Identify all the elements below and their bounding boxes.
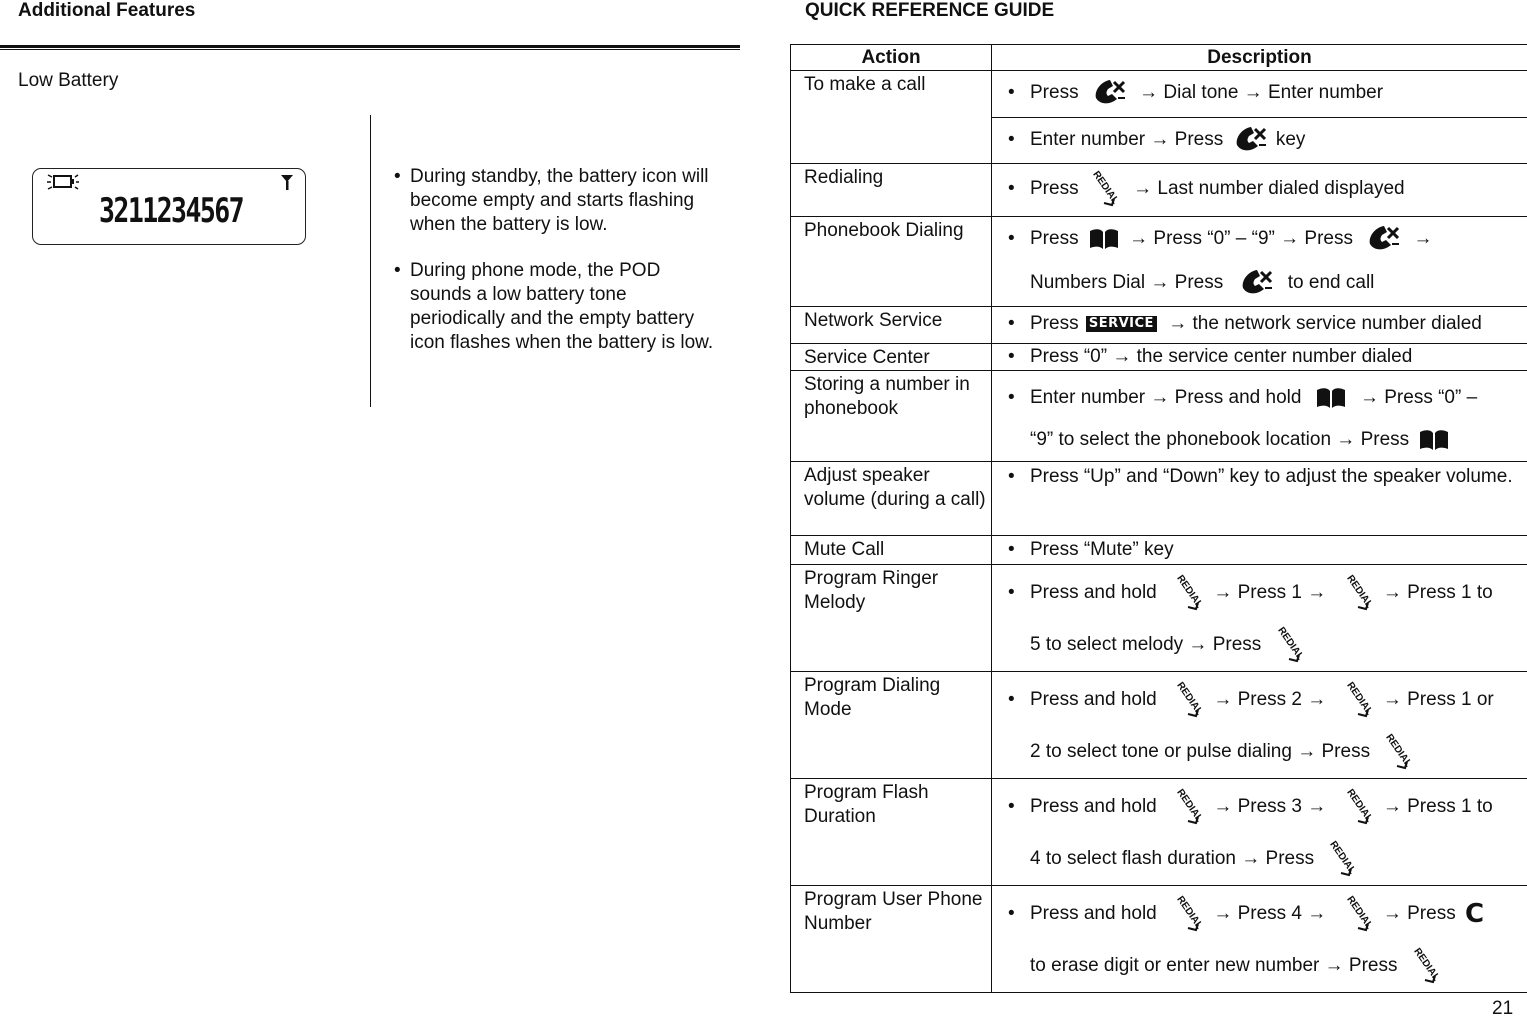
- description-cell: [992, 71, 1527, 118]
- phone-icon: [1239, 268, 1273, 298]
- table-row: [791, 672, 1527, 779]
- description-text: Press: [1030, 82, 1079, 103]
- action-cell: Adjust speaker volume (during a call): [791, 462, 992, 536]
- table-header-row: [791, 45, 1527, 71]
- divider: [0, 49, 740, 50]
- description-text: → Last number dialed displayed: [1133, 178, 1404, 199]
- action-cell: Program Flash Duration: [791, 779, 992, 886]
- description-cell: [992, 344, 1527, 371]
- lcd-display-illustration: [32, 168, 306, 245]
- description-cell: [992, 164, 1527, 217]
- action-cell: Program Ringer Melody: [791, 565, 992, 672]
- redial-icon: [1275, 625, 1303, 665]
- description-text: → Press 2 →: [1213, 689, 1326, 710]
- action-cell: Redialing: [791, 164, 992, 217]
- description-text: Press and hold: [1030, 903, 1157, 924]
- description-text: → Press “0” – “9” → Press: [1129, 228, 1353, 249]
- signal-antenna-icon: [279, 173, 295, 191]
- table-row: [791, 371, 1527, 462]
- description-text: → Press 1 →: [1213, 582, 1326, 603]
- description-text: Enter number → Press: [1030, 129, 1223, 150]
- description-text: → Press 3 →: [1213, 796, 1326, 817]
- description-text: → Press: [1383, 903, 1456, 924]
- column-header-description: Description: [992, 45, 1527, 71]
- page-number: 21: [1492, 998, 1513, 1020]
- description-text: → the network service number dialed: [1168, 313, 1482, 334]
- description-cell: [992, 462, 1527, 536]
- redial-icon: [1327, 839, 1355, 879]
- lcd-number: 3211234567: [99, 191, 243, 231]
- description-text: Numbers Dial → Press: [1030, 272, 1223, 293]
- description-text: 4 to select flash duration → Press: [1030, 848, 1314, 869]
- action-cell: Service Center: [791, 344, 992, 371]
- phonebook-icon: [1088, 227, 1120, 251]
- redial-icon: [1174, 680, 1202, 720]
- redial-icon: [1174, 787, 1202, 827]
- description-cell: [992, 886, 1527, 993]
- table-row: [791, 886, 1527, 993]
- table-row: [791, 164, 1527, 217]
- description-text: Press and hold: [1030, 582, 1157, 603]
- table-row: [791, 779, 1527, 886]
- action-cell: Program User Phone Number: [791, 886, 992, 993]
- description-text: Press “Up” and “Down” key to adjust the speaker volume.: [1030, 466, 1513, 487]
- description-text: Press and hold: [1030, 689, 1157, 710]
- redial-icon: [1344, 787, 1372, 827]
- section-header: QUICK REFERENCE GUIDE: [805, 0, 1054, 22]
- table-row: [791, 536, 1527, 565]
- action-cell: Network Service: [791, 307, 992, 344]
- redial-icon: [1174, 894, 1202, 934]
- redial-icon: [1383, 732, 1411, 772]
- redial-icon: [1344, 680, 1372, 720]
- table-row: [791, 307, 1527, 344]
- table-row: [791, 71, 1527, 118]
- description-text: key: [1276, 129, 1306, 150]
- action-cell: Phonebook Dialing: [791, 217, 992, 307]
- description-text: Enter number → Press and hold: [1030, 387, 1301, 408]
- service-key-icon: SERVICE: [1086, 316, 1157, 332]
- description-text: to end call: [1288, 272, 1375, 293]
- description-cell: [992, 672, 1527, 779]
- description-text: Press: [1030, 313, 1079, 334]
- table-row: [791, 565, 1527, 672]
- description-text: → Press 1 to: [1383, 796, 1493, 817]
- redial-icon: [1344, 573, 1372, 613]
- phone-icon: [1233, 125, 1267, 155]
- divider: [370, 115, 371, 407]
- action-cell: Storing a number in phonebook: [791, 371, 992, 462]
- redial-icon: [1090, 169, 1118, 209]
- redial-icon: [1174, 573, 1202, 613]
- table-row: [791, 217, 1527, 307]
- description-text: →: [1414, 228, 1433, 249]
- description-text: to erase digit or enter new number → Press: [1030, 955, 1398, 976]
- redial-icon: [1344, 894, 1372, 934]
- description-cell: [992, 779, 1527, 886]
- description-text: Press and hold: [1030, 796, 1157, 817]
- table-row: [791, 462, 1527, 536]
- description-text: → Dial tone → Enter number: [1139, 82, 1383, 103]
- section-title: Low Battery: [18, 70, 118, 92]
- description-text: → Press 4 →: [1213, 903, 1326, 924]
- clear-key-icon: C: [1465, 901, 1484, 927]
- quick-reference-table: [790, 44, 1527, 993]
- description-text: “9” to select the phonebook location → Press: [1030, 429, 1409, 450]
- phonebook-icon: [1418, 428, 1450, 452]
- action-cell: To make a call: [791, 71, 992, 164]
- redial-icon: [1411, 946, 1439, 986]
- divider: [0, 45, 740, 48]
- column-header-action: Action: [791, 45, 992, 71]
- low-battery-notes: [394, 165, 724, 377]
- table-row: [791, 344, 1527, 371]
- phone-icon: [1092, 78, 1126, 108]
- description-text: 5 to select melody → Press: [1030, 634, 1261, 655]
- description-cell: [992, 217, 1527, 307]
- description-text: → Press 1 to: [1383, 582, 1493, 603]
- description-text: Press: [1030, 228, 1079, 249]
- list-item: • During phone mode, the POD sounds a low battery tone periodically and the empty battery icon flashes when the battery is low.: [394, 259, 724, 355]
- description-text: Press “0” → the service center number dialed: [1030, 346, 1412, 367]
- description-cell: [992, 536, 1527, 565]
- description-text: → Press 1 or: [1383, 689, 1494, 710]
- phone-icon: [1366, 224, 1400, 254]
- description-cell: [992, 371, 1527, 462]
- description-text: Press: [1030, 178, 1079, 199]
- action-cell: Mute Call: [791, 536, 992, 565]
- description-text: 2 to select tone or pulse dialing → Press: [1030, 741, 1370, 762]
- action-cell: Program Dialing Mode: [791, 672, 992, 779]
- description-cell: [992, 565, 1527, 672]
- description-cell: [992, 307, 1527, 344]
- list-item: • During standby, the battery icon will become empty and starts flashing when the battery is low.: [394, 165, 724, 237]
- description-cell: [992, 118, 1527, 164]
- description-text: → Press “0” –: [1360, 387, 1477, 408]
- phonebook-icon: [1315, 386, 1347, 410]
- section-header: Additional Features: [18, 0, 195, 22]
- empty-battery-icon: [45, 172, 81, 192]
- description-text: Press “Mute” key: [1030, 539, 1174, 560]
